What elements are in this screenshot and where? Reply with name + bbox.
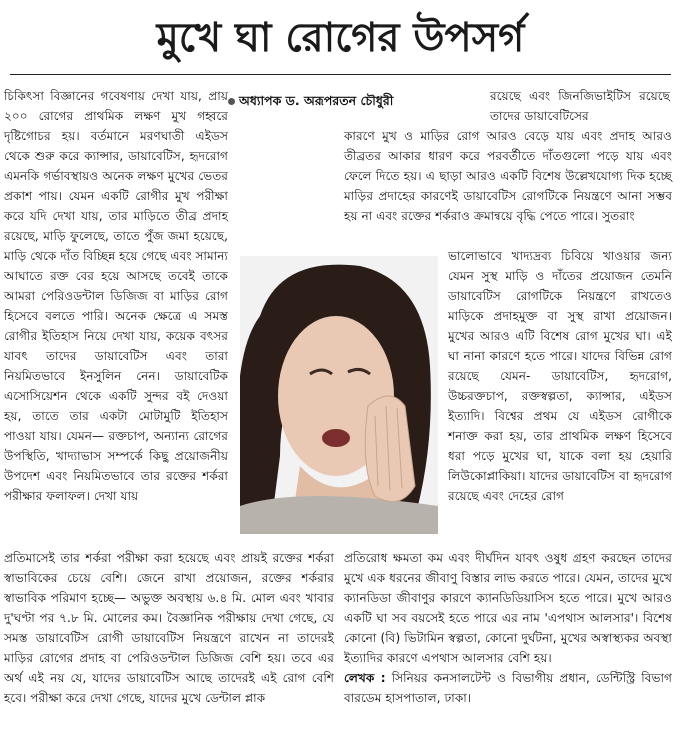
article-photo (240, 256, 438, 534)
byline-author: অধ্যাপক ড. অরূপরতন চৌধুরী (239, 93, 394, 108)
byline (228, 92, 393, 110)
author-note (344, 668, 672, 708)
left-column-mid (4, 256, 234, 556)
right-column-mid (448, 246, 672, 546)
article-headline: মুখে ঘা রোগের উপসর্গ (156, 14, 525, 61)
right-column-text: কারণে মুখ ও মাড়ির রোগ আরও বেড়ে যায় এবং প্রদাহ আরও তীব্রতর আকার ধারণ করে পরবর্তীতে দাঁতগুলো পড়ে যায় এবং ফেলে দিতে হয়। এ ছাড়া আরও একটি বিশেষ উল্লেখযোগ্য দিক হচ্ছে মাড়ির প্রদাহের কারণেই ডায়াবেটিস রোগটিকে নিয়ন্ত্রণে আনা সম্ভব হয় না এবং রক্তের শর্করাও ক্রমান্বয়ে বৃদ্ধি পেতে পারে। সুতরাং (344, 129, 672, 223)
byline-bullet-icon (228, 98, 235, 105)
left-column-text: চিকিৎসা বিজ্ঞানের গবেষণায় দেখা যায়, প্রায় ২০০ রোগের প্রাথমিক লক্ষণ মুখ গহ্বরে দৃষ্টিগোচর হয়। বর্তমানে মরণঘাতী এইডস থেকে শুরু করে ক্যান্সার, ডায়াবেটিস, হৃদরোগ এমনকি গর্ভাবস্থায়ও অনেক লক্ষণ মুখের ভেতর প্রকাশ পায়। যেমন একটি রোগীর মুখ পরীক্ষা করে যদি দেখা যায়, তার মাড়িতে তীব্র প্রদাহ রয়েছে, মাড়ি ফুলেছে, তাতে পুঁজ জমা হয়েছে, মাড়ি থেকে দাঁত বিচ্ছিন্ন হয়ে গেছে এবং সামান্য আঘাতে রক্ত বের হয়ে আসছে তবেই তাকে আমরা পেরিওডন্টাল ডিজিজ বা মাড়ির রোগ হিসেবে বলতে পারি। অনেক ক্ষেত্রে এ সমস্ত রোগীর ইতিহাস নিয়ে দেখা যায়, কয়েক বৎসর যাবৎ তাদের ডায়াবেটিস এবং তারা নিয়মিতভাবে ইনসুলিন নেন। ডায়াবেটিক এসোসিয়েশন থেকে একটি সুন্দর বই দেওয়া হয়, তাতে তার একটা মোটামুটি ইতিহাস পাওয়া যায়। যেমন— রক্তচাপ, অন্যান্য রোগের উপস্থিতি, খাদ্যাভাস সম্পর্কে কিছু প্রয়োজনীয় উপদেশ এবং নিয়মিতভাবে তার রক্তের শর্করা পরীক্ষার ফলাফল। দেখা যায় (4, 89, 228, 503)
right-bottom-text: প্রতিরোধ ক্ষমতা কম এবং দীর্ঘদিন যাবৎ ওষুধ গ্রহণ করছেন তাদের মুখে এক ধরনের জীবাণু বিস্তার লাভ করতে পারে। যেমন, তাদের মুখে ক্যানডিডা জীবাণুর কারণে ক্যানডিডিয়াসিস হতে পারে। মুখে আরও একটি ঘা সব বয়সেই হতে পারে এর নাম 'এপথাস আলসার'। বিশেষ কোনো (বি) ভিটামিন স্বল্পতা, কোনো দুর্ঘটনা, মুখের অস্বাস্থ্যকর অবস্থা ইত্যাদির কারণে এপথাস আলসার বেশি হয়। (344, 551, 672, 665)
right-column-top (490, 86, 670, 126)
headline-rule (10, 74, 671, 75)
author-label: লেখক : (344, 671, 386, 685)
woman-toothache-photo-icon (240, 256, 438, 534)
right-top-text: রয়েছে এবং জিনজিভাইটিস রয়েছে তাদের ডায়াবেটিসের (490, 89, 670, 123)
left-bottom-text: প্রতিমাসেই তার শর্করা পরীক্ষা করা হয়েছে এবং প্রায়ই রক্তের শর্করা স্বাভাবিকের চেয়ে বেশি। জেনে রাখা প্রয়োজন, রক্তের শর্করার স্বাভাবিক পরিমাণ হচ্ছে— অভুক্ত অবস্থায় ৬.৪ মি. মোল এবং খাবার দু'ঘণ্টা পর ৭.৮ মি. মোলের কম। বৈজ্ঞানিক পরীক্ষায় দেখা গেছে, যে সমস্ত ডায়াবেটিস রোগী ডায়াবেটিস নিয়ন্ত্রণে রাখেন না তাদেরই মাড়ির রোগের প্রদাহ বা পেরিওডন্টাল ডিজিজ বেশি হয়। তবে এর অর্থ এই নয় যে, যাদের ডায়াবেটিস আছে তাদেরই এই রোগ বেশি হবে। পরীক্ষা করে দেখা গেছে, যাদের মুখে ডেন্টাল প্লাক (4, 551, 334, 705)
right-mid-text: ভালোভাবে খাদ্যদ্রব্য চিবিয়ে খাওয়ার জন্য যেমন সুস্থ মাড়ি ও দাঁতের প্রয়োজন তেমনি ডায়াবেটিস রোগটিকে নিয়ন্ত্রণে রাখতেও মাড়িকে প্রদাহমুক্ত বা সুস্থ রাখা প্রয়োজন। মুখের আরও এটি বিশেষ রোগ মুখের ঘা। এই ঘা নানা কারণে হতে পারে। যাদের বিভিন্ন রোগ রয়েছে যেমন- ডায়াবেটিস, হৃদরোগ, উচ্চরক্তচাপ, রক্তস্বল্পতা, ক্যান্সার, এইডস ইত্যাদি। বিশ্বের প্রথম যে এইডস রোগীকে শনাক্ত করা হয়, তার প্রাথমিক লক্ষণ হিসেবে ধরা পড়ে মুখের ঘা, যাকে বলা হয় হেয়ারি লিউকোপ্লাকিয়া। যাদের ডায়াবেটিস বা হৃদরোগ রয়েছে এবং দেহের রোগ (448, 249, 672, 503)
author-text: সিনিয়র কনসালটেন্ট ও বিভাগীয় প্রধান, ডেন্টিস্ট্রি বিভাগ বারডেম হাসপাতাল, ঢাকা। (344, 671, 673, 705)
left-column-top (4, 86, 228, 503)
right-column (344, 126, 672, 246)
left-column-bottom (4, 548, 334, 738)
right-column-bottom (344, 548, 672, 744)
